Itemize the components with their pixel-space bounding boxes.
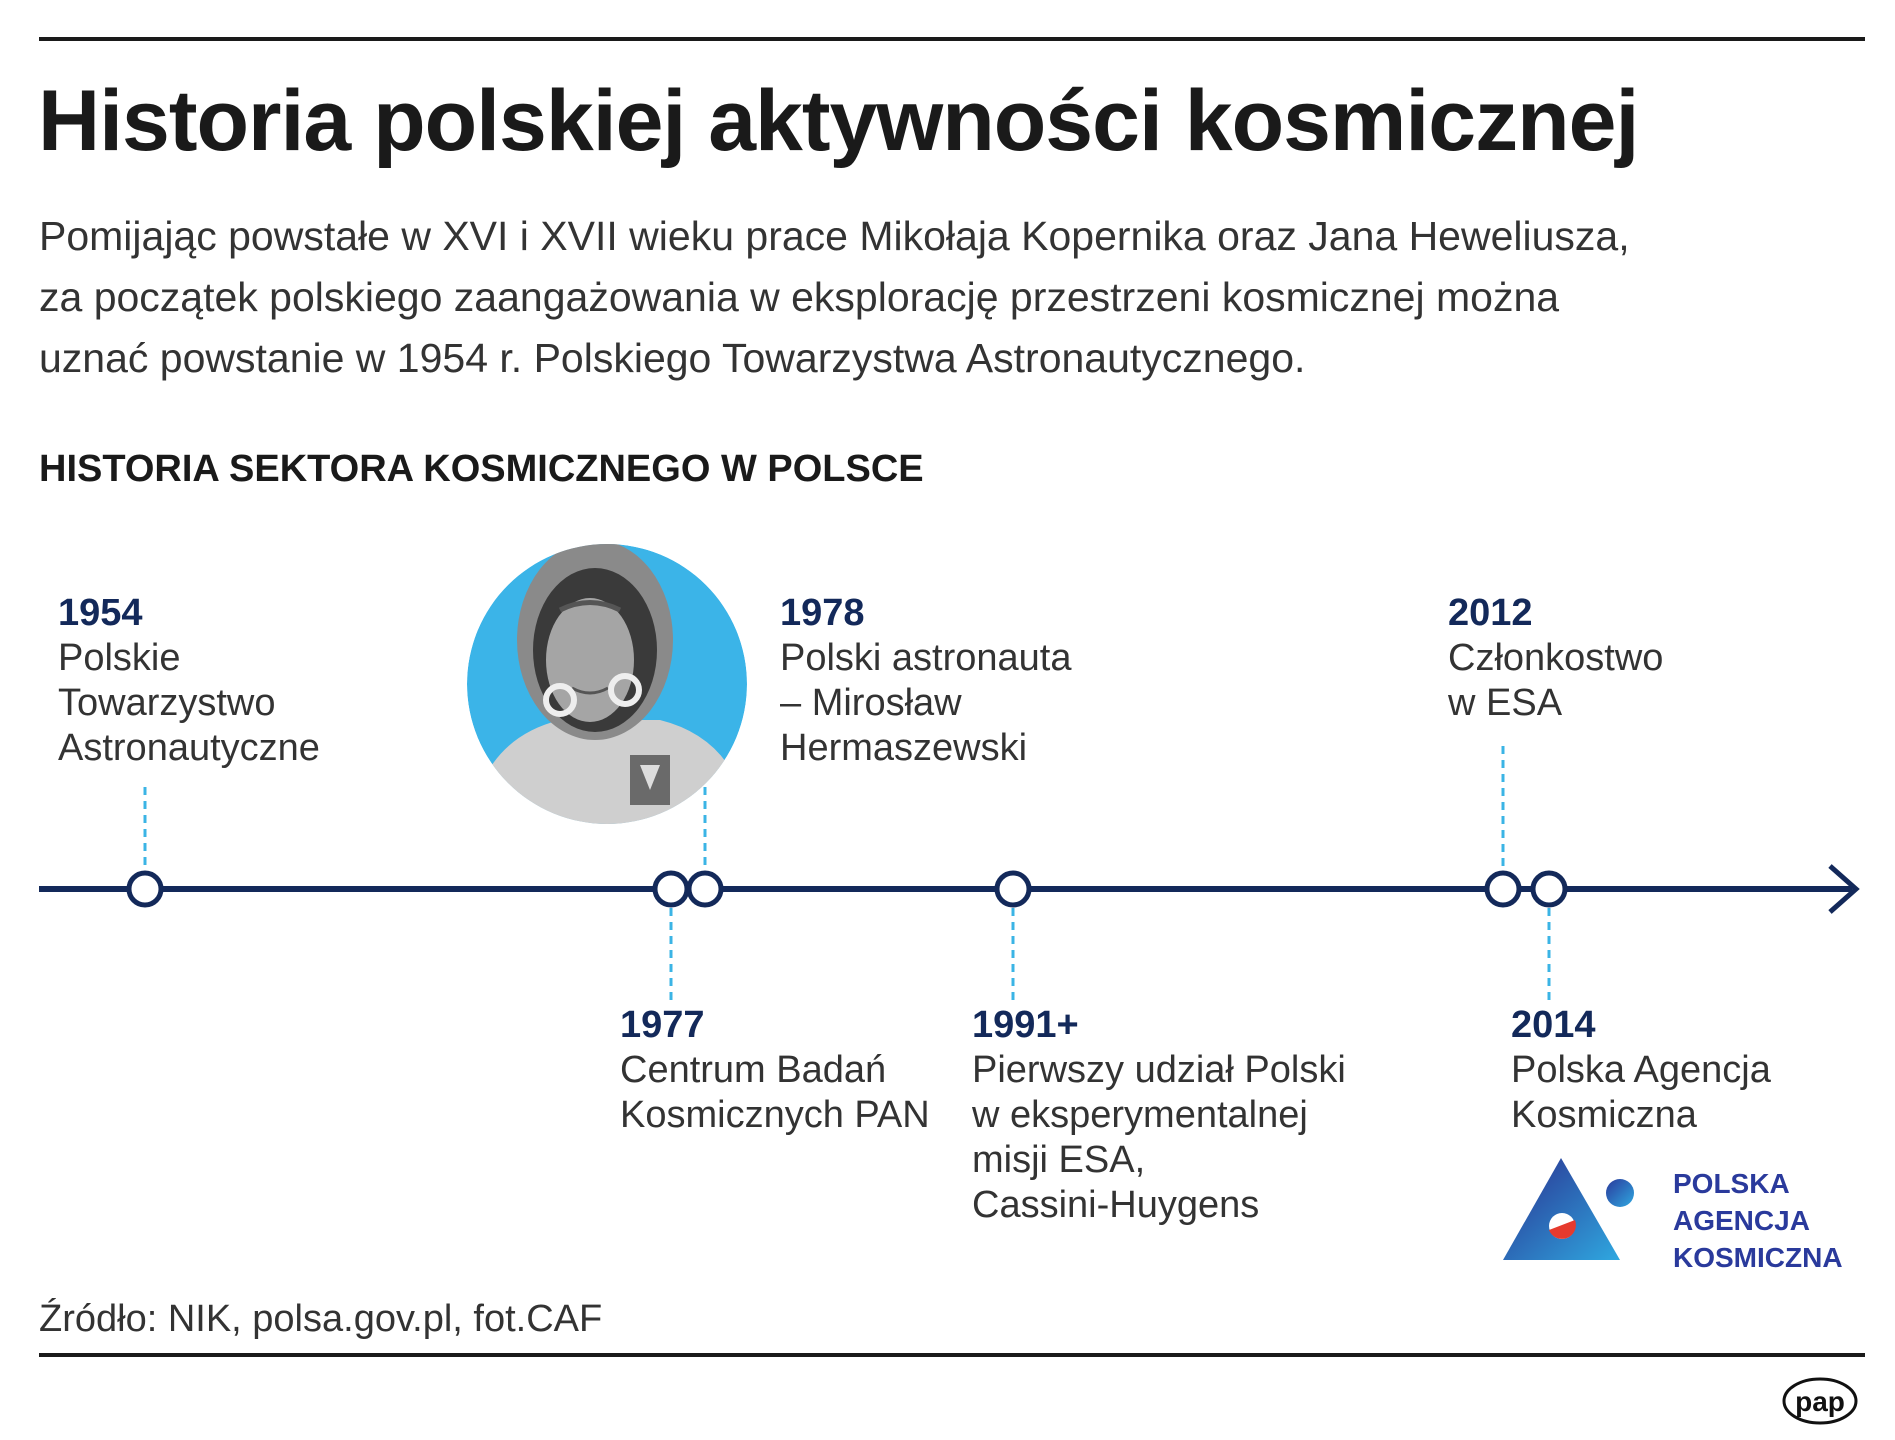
agency-logo-text [1673, 1165, 1843, 1276]
intro-line: za początek polskiego zaangażowania w eksplorację przestrzeni kosmicznej można [39, 274, 1560, 320]
event-year: 1978 [780, 592, 865, 634]
section-heading: HISTORIA SEKTORA KOSMICZNEGO W POLSCE [39, 448, 924, 490]
event-year: 1954 [58, 592, 143, 634]
agency-logo-line: POLSKA [1673, 1168, 1790, 1199]
intro-line: Pomijając powstałe w XVI i XVII wieku prace Mikołaja Kopernika oraz Jana Heweliusza, [39, 213, 1630, 259]
event-year: 1991+ [972, 1004, 1079, 1046]
astronaut-photo [467, 540, 750, 830]
page-title: Historia polskiej aktywności kosmicznej [38, 73, 1639, 169]
event-desc-line: misji ESA, [972, 1139, 1146, 1181]
marker-2012 [1487, 873, 1519, 905]
event-desc-line: Pierwszy udział Polski [972, 1049, 1346, 1091]
event-2012 [1448, 590, 1663, 726]
event-desc-line: Członkostwo [1448, 637, 1664, 679]
agency-logo-line: AGENCJA [1673, 1205, 1810, 1236]
event-year: 2014 [1511, 1004, 1596, 1046]
event-1977 [620, 1002, 930, 1138]
event-1954 [58, 590, 320, 771]
event-year: 2012 [1448, 592, 1533, 634]
event-desc-line: Polski astronauta [780, 637, 1072, 679]
event-desc-line: Towarzystwo [58, 682, 276, 724]
dashed-connectors [145, 746, 1549, 1002]
event-desc-line: w ESA [1448, 682, 1563, 724]
event-desc-line: w eksperymentalnej [972, 1094, 1308, 1136]
marker-1954 [129, 873, 161, 905]
event-1978 [780, 590, 1072, 771]
event-desc-line: Polska Agencja [1511, 1049, 1771, 1091]
event-desc-line: Centrum Badań [620, 1049, 887, 1091]
marker-2014 [1533, 873, 1565, 905]
event-desc-line: Hermaszewski [780, 727, 1028, 769]
event-year: 1977 [620, 1004, 705, 1046]
intro-line: uznać powstanie w 1954 r. Polskiego Towarzystwa Astronautycznego. [39, 335, 1306, 381]
event-desc-line: – Mirosław [780, 682, 962, 724]
pap-logo [1784, 1379, 1856, 1423]
event-desc-line: Kosmiczna [1511, 1094, 1697, 1136]
event-desc-line: Polskie [58, 637, 181, 679]
agency-logo-line: KOSMICZNA [1673, 1242, 1843, 1273]
event-1991 [972, 1002, 1346, 1228]
bottom-rule [39, 1353, 1865, 1357]
event-desc-line: Kosmicznych PAN [620, 1094, 930, 1136]
event-desc-line: Cassini-Huygens [972, 1184, 1260, 1226]
marker-1978 [689, 873, 721, 905]
svg-text:pap: pap [1795, 1386, 1845, 1417]
polish-space-agency-logo [1503, 1158, 1634, 1260]
event-2014 [1511, 1002, 1771, 1138]
marker-1991 [997, 873, 1029, 905]
event-desc-line: Astronautyczne [58, 727, 320, 769]
marker-1977 [655, 873, 687, 905]
source-note: Źródło: NIK, polsa.gov.pl, fot.CAF [39, 1298, 603, 1340]
